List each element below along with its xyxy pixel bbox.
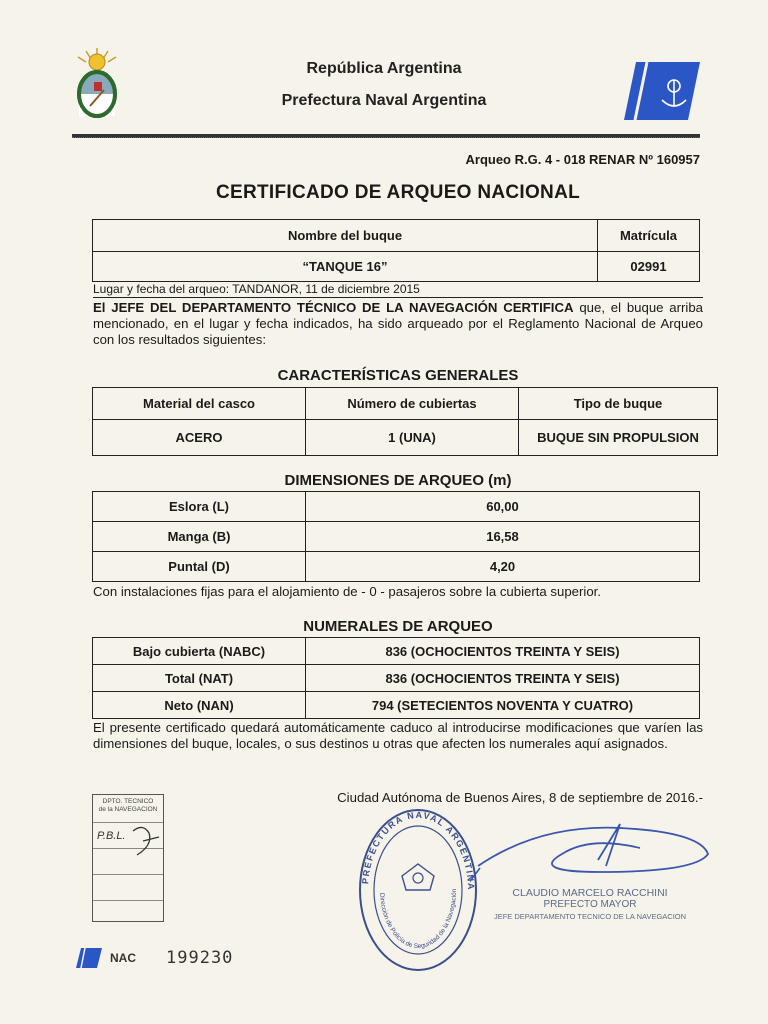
vessel-table bbox=[92, 219, 700, 282]
footer-code: NAC bbox=[110, 951, 136, 965]
general-type: BUQUE SIN PROPULSION bbox=[519, 420, 718, 456]
header-divider bbox=[72, 134, 700, 138]
dimensions-title: DIMENSIONES DE ARQUEO (m) bbox=[284, 472, 512, 489]
dimension-label: Manga (B) bbox=[93, 522, 306, 552]
passengers-note: Con instalaciones fijas para el alojamiento de - 0 - pasajeros sobre la cubierta superior. bbox=[93, 584, 601, 599]
certification-text: que, el buque arriba mencionado, en el lugar y fecha indicados, ha sido arqueado por el Reglamento Nacional de Arqueo con los resultados siguientes: bbox=[93, 300, 703, 347]
numeral-value: 836 (OCHOCIENTOS TREINTA Y SEIS) bbox=[306, 638, 700, 665]
initials-scribble-icon bbox=[129, 823, 163, 859]
numeral-label: Bajo cubierta (NABC) bbox=[93, 638, 306, 665]
general-title: CARACTERÍSTICAS GENERALES bbox=[277, 367, 519, 384]
general-header-type: Tipo de buque bbox=[519, 388, 718, 420]
numeral-value: 836 (OCHOCIENTOS TREINTA Y SEIS) bbox=[306, 665, 700, 692]
general-table bbox=[92, 387, 718, 456]
vessel-reg-header: Matrícula bbox=[598, 220, 700, 252]
numeral-value: 794 (SETECIENTOS NOVENTA Y CUATRO) bbox=[306, 692, 700, 719]
seal-inner-text: Dirección de Policía de Seguridad de la Navegación bbox=[378, 888, 459, 951]
signatory-rank: PREFECTO MAYOR bbox=[543, 899, 637, 910]
dimension-label: Puntal (D) bbox=[93, 552, 306, 582]
stamp-initials: P.B.L. bbox=[97, 830, 126, 842]
stamp-line-2: de la NAVEGACION bbox=[98, 806, 158, 813]
certification-paragraph bbox=[93, 300, 703, 348]
signatory-role: JEFE DEPARTAMENTO TECNICO DE LA NAVEGACION bbox=[493, 912, 687, 921]
general-header-decks: Número de cubiertas bbox=[306, 388, 519, 420]
department-stamp bbox=[92, 794, 164, 922]
coat-of-arms-icon bbox=[68, 44, 126, 124]
svg-text:Dirección de Policía de Seguri bbox=[378, 888, 458, 950]
signatory-name: CLAUDIO MARCELO RACCHINI bbox=[512, 887, 668, 899]
seal-outer-text: PREFECTURA NAVAL ARGENTINA bbox=[360, 809, 477, 892]
dimension-value: 60,00 bbox=[306, 492, 700, 522]
prefectura-logo-icon bbox=[622, 62, 700, 120]
numerals-table bbox=[92, 637, 700, 719]
signature-icon bbox=[470, 814, 720, 894]
issue-place-date: Ciudad Autónoma de Buenos Aires, 8 de septiembre de 2016.- bbox=[337, 790, 703, 805]
signatory-block bbox=[486, 887, 694, 923]
dimensions-table bbox=[92, 491, 700, 582]
stamp-line-1: DPTO. TECNICO bbox=[102, 798, 154, 805]
validity-paragraph: El presente certificado quedará automáticamente caduco al introducirse modificaciones que varíen las dimensiones del buque, locales, o sus destinos u otras que afecten los numerales aquí asignados. bbox=[93, 720, 703, 751]
dimension-value: 4,20 bbox=[306, 552, 700, 582]
dimension-label: Eslora (L) bbox=[93, 492, 306, 522]
tonnage-reference: Arqueo R.G. 4 - 018 RENAR Nº 160957 bbox=[465, 152, 700, 167]
place-date-line: Lugar y fecha del arqueo: TANDANOR, 11 de diciembre 2015 bbox=[93, 282, 703, 298]
header-institution: Prefectura Naval Argentina bbox=[281, 92, 487, 109]
pna-small-logo-icon bbox=[76, 948, 102, 968]
svg-text:PREFECTURA NAVAL ARGENTINA bbox=[360, 810, 476, 891]
numeral-label: Total (NAT) bbox=[93, 665, 306, 692]
vessel-registration: 02991 bbox=[598, 252, 700, 282]
dimension-value: 16,58 bbox=[306, 522, 700, 552]
numerals-title: NUMERALES DE ARQUEO bbox=[303, 618, 493, 635]
numeral-label: Neto (NAN) bbox=[93, 692, 306, 719]
certification-bold: El JEFE DEL DEPARTAMENTO TÉCNICO DE LA NAVEGACIÓN CERTIFICA bbox=[93, 300, 574, 315]
general-decks: 1 (UNA) bbox=[306, 420, 519, 456]
header-country: República Argentina bbox=[306, 60, 462, 77]
serial-number: 199230 bbox=[166, 948, 234, 968]
general-header-material: Material del casco bbox=[93, 388, 306, 420]
vessel-name-header: Nombre del buque bbox=[93, 220, 598, 252]
general-material: ACERO bbox=[93, 420, 306, 456]
certificate-title: CERTIFICADO DE ARQUEO NACIONAL bbox=[215, 182, 581, 203]
vessel-name: “TANQUE 16” bbox=[93, 252, 598, 282]
official-seal-icon bbox=[356, 806, 480, 974]
